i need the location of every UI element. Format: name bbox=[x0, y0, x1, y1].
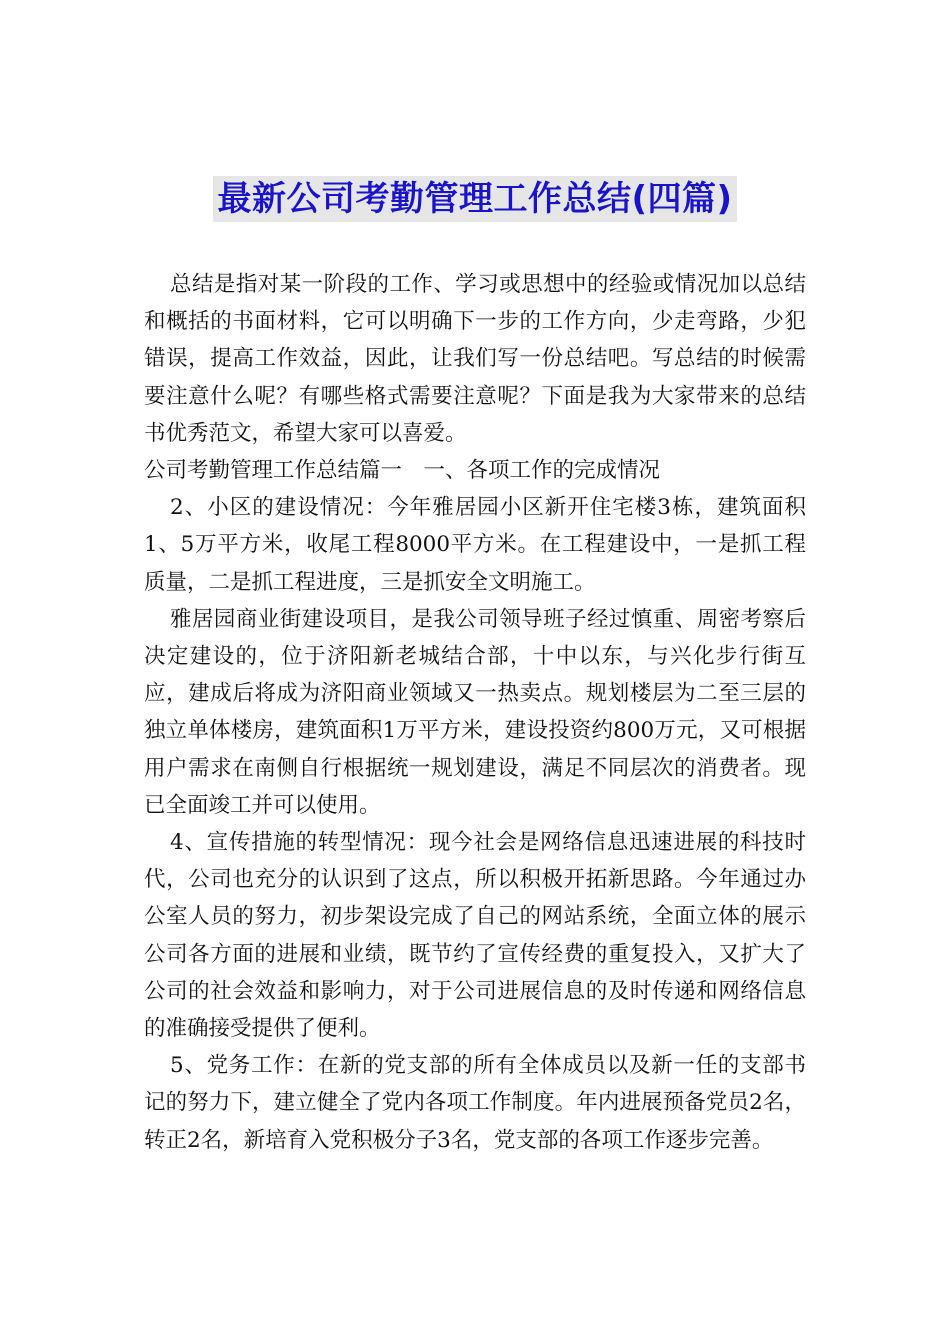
document-body bbox=[144, 266, 806, 1159]
title-container bbox=[0, 176, 950, 222]
body-paragraph: 雅居园商业街建设项目，是我公司领导班子经过慎重、周密考察后决定建设的，位于济阳新老城结合部，十中以东，与兴化步行街互应，建成后将成为济阳商业领域又一热卖点。规划楼层为二至三层的独立单体楼房，建筑面积1万平方米，建设投资约800万元，又可根据用户需求在南侧自行根据统一规划建设，满足不同层次的消费者。现已全面竣工并可以使用。 bbox=[144, 606, 806, 818]
body-paragraph: 2、小区的建设情况：今年雅居园小区新开住宅楼3栋，建筑面积1、5万平方米，收尾工程8000平方米。在工程建设中，一是抓工程质量，二是抓工程进度，三是抓安全文明施工。 bbox=[144, 495, 806, 595]
document-title: 最新公司考勤管理工作总结(四篇) bbox=[213, 176, 736, 222]
body-paragraph: 5、党务工作：在新的党支部的所有全体成员以及新一任的支部书记的努力下，建立健全了党内各项工作制度。年内进展预备党员2名，转正2名，新培育入党积极分子3名，党支部的各项工作逐步完善。 bbox=[144, 1053, 806, 1153]
body-paragraph: 4、宣传措施的转型情况：现今社会是网络信息迅速进展的科技时代，公司也充分的认识到了这点，所以积极开拓新思路。今年通过办公室人员的努力，初步架设完成了自己的网站系统，全面立体的展示公司各方面的进展和业绩，既节约了宣传经费的重复投入，又扩大了公司的社会效益和影响力，对于公司进展信息的及时传递和网络信息的准确接受提供了便利。 bbox=[144, 830, 806, 1042]
section-heading: 公司考勤管理工作总结篇一 一、各项工作的完成情况 bbox=[144, 458, 661, 484]
intro-paragraph: 总结是指对某一阶段的工作、学习或思想中的经验或情况加以总结和概括的书面材料，它可以明确下一步的工作方向，少走弯路，少犯错误，提高工作效益，因此，让我们写一份总结吧。写总结的时候需要注意什么呢？有哪些格式需要注意呢？下面是我为大家带来的总结书优秀范文，希望大家可以喜爱。 bbox=[144, 272, 806, 446]
